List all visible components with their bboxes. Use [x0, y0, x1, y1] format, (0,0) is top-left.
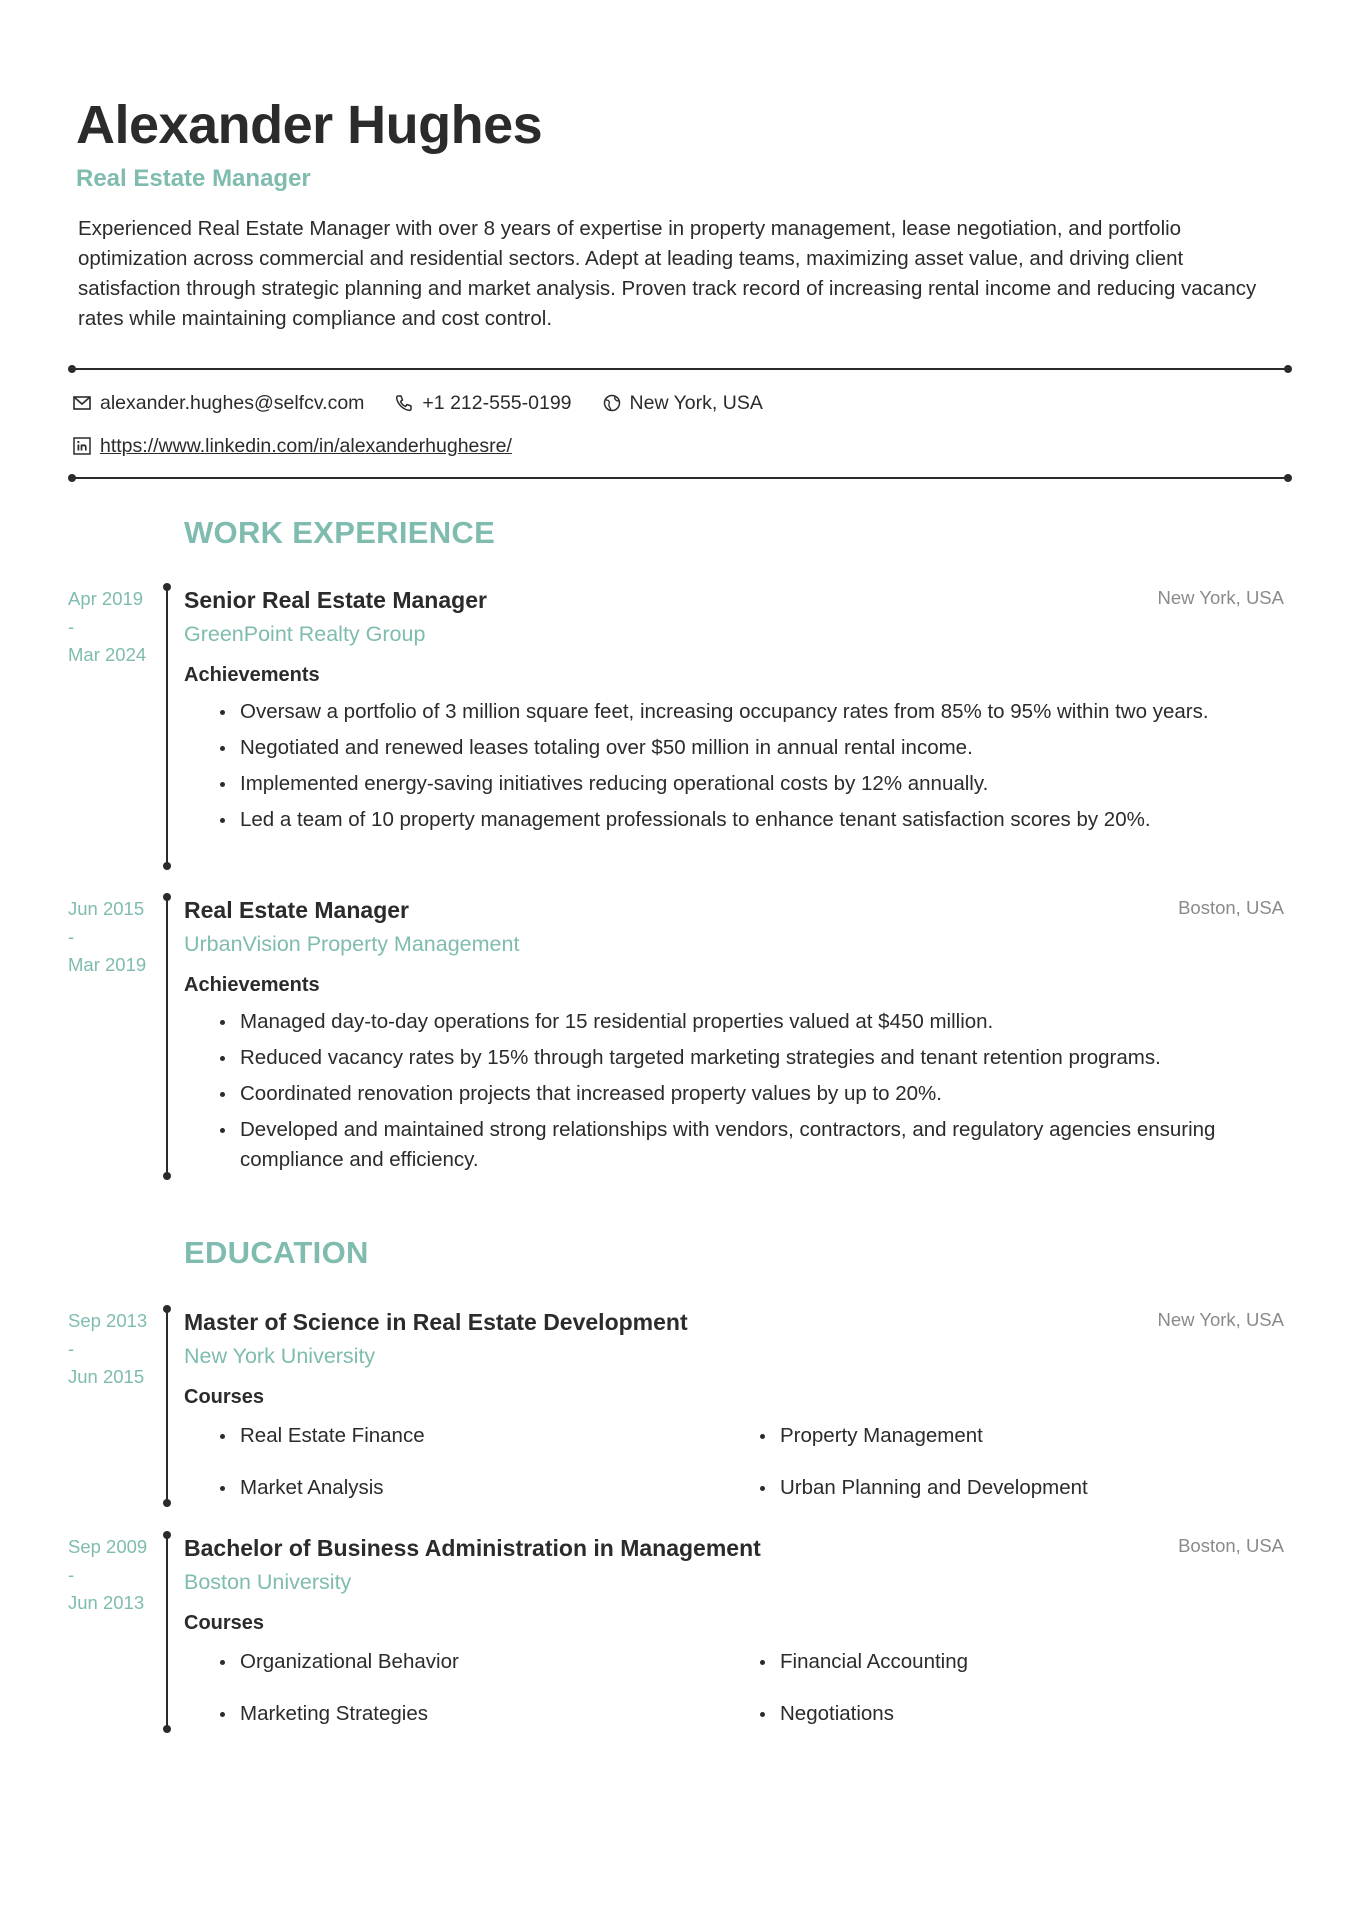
achievements-heading: Achievements	[184, 664, 320, 686]
end-date: Jun 2013	[68, 1592, 145, 1613]
contact-info	[72, 388, 1272, 474]
resume-header	[76, 92, 1276, 194]
contact-email[interactable]	[72, 392, 364, 415]
job-location: Boston, USA	[1178, 897, 1284, 918]
date-range	[68, 1533, 168, 1617]
school-name: New York University	[184, 1344, 376, 1368]
candidate-title: Real Estate Manager	[76, 165, 311, 192]
degree-name: Bachelor of Business Administration in Management	[184, 1535, 761, 1561]
job-role: Senior Real Estate Manager	[184, 587, 487, 613]
contact-row-2	[72, 431, 1272, 461]
linkedin-icon	[72, 436, 92, 456]
list-item: Organizational Behavior	[240, 1647, 780, 1677]
contact-phone[interactable]	[394, 392, 571, 415]
date-separator: -	[68, 1564, 75, 1585]
courses-list	[184, 1647, 1284, 1729]
location-text: New York, USA	[629, 391, 763, 414]
date-range	[68, 895, 168, 979]
job-location: New York, USA	[1157, 587, 1284, 608]
school-location: Boston, USA	[1178, 1535, 1284, 1556]
timeline-line	[166, 1533, 168, 1731]
envelope-icon	[72, 393, 92, 413]
job-role: Real Estate Manager	[184, 897, 409, 923]
courses-heading: Courses	[184, 1612, 265, 1634]
timeline-line	[166, 585, 168, 868]
end-date: Jun 2015	[68, 1366, 145, 1387]
section-title-education: EDUCATION	[184, 1235, 369, 1270]
degree-name: Master of Science in Real Estate Development	[184, 1309, 688, 1335]
contact-location	[602, 392, 763, 415]
date-range	[68, 1307, 168, 1391]
list-item: Marketing Strategies	[240, 1699, 780, 1729]
list-item: Negotiations	[780, 1699, 1320, 1729]
timeline-line	[166, 895, 168, 1178]
candidate-name: Alexander Hughes	[76, 95, 543, 155]
profile-summary: Experienced Real Estate Manager with over 8 years of expertise in property management, lease negotiation, and portfolio optimization across commercial and residential sectors. Adept at leading teams, maximizing asset value, and driving client satisfaction through strategic planning and market analysis. Proven track record of increasing rental income and reducing vacancy rates while maintaining compliance and cost control.	[78, 217, 1257, 330]
start-date: Sep 2009	[68, 1536, 148, 1557]
achievements-list	[184, 1007, 1284, 1175]
company-name: UrbanVision Property Management	[184, 932, 520, 956]
courses-heading: Courses	[184, 1386, 265, 1408]
contact-linkedin[interactable]	[72, 435, 512, 458]
list-item: Coordinated renovation projects that increased property values by up to 20%.	[240, 1079, 1284, 1109]
list-item: Negotiated and renewed leases totaling over $50 million in annual rental income.	[240, 733, 1284, 763]
divider-top	[70, 368, 1290, 370]
entry-body	[184, 895, 1284, 1181]
list-item: Property Management	[780, 1421, 1320, 1451]
date-separator: -	[68, 926, 75, 947]
list-item: Developed and maintained strong relationships with vendors, contractors, and regulatory agencies ensuring compliance and efficiency.	[240, 1115, 1284, 1175]
list-item: Real Estate Finance	[240, 1421, 780, 1451]
contact-row-1	[72, 388, 1272, 418]
achievements-list	[184, 697, 1284, 835]
entry-body	[184, 585, 1284, 841]
start-date: Jun 2015	[68, 898, 145, 919]
linkedin-link[interactable]: https://www.linkedin.com/in/alexanderhughesre/	[100, 434, 512, 457]
list-item: Managed day-to-day operations for 15 residential properties valued at $450 million.	[240, 1007, 1284, 1037]
start-date: Sep 2013	[68, 1310, 148, 1331]
list-item: Implemented energy-saving initiatives reducing operational costs by 12% annually.	[240, 769, 1284, 799]
courses-list	[184, 1421, 1284, 1503]
school-location: New York, USA	[1157, 1309, 1284, 1330]
phone-text[interactable]: +1 212-555-0199	[422, 391, 572, 414]
divider-bottom	[70, 477, 1290, 479]
phone-icon	[394, 393, 414, 413]
school-name: Boston University	[184, 1570, 352, 1594]
list-item: Reduced vacancy rates by 15% through targeted marketing strategies and tenant retention programs.	[240, 1043, 1284, 1073]
end-date: Mar 2019	[68, 954, 147, 975]
date-separator: -	[68, 1338, 75, 1359]
end-date: Mar 2024	[68, 644, 147, 665]
list-item: Led a team of 10 property management professionals to enhance tenant satisfaction scores by 20%.	[240, 805, 1284, 835]
list-item: Financial Accounting	[780, 1647, 1320, 1677]
company-name: GreenPoint Realty Group	[184, 622, 426, 646]
section-title-work: WORK EXPERIENCE	[184, 515, 496, 550]
list-item: Oversaw a portfolio of 3 million square feet, increasing occupancy rates from 85% to 95% within two years.	[240, 697, 1284, 727]
list-item: Market Analysis	[240, 1473, 780, 1503]
date-range	[68, 585, 168, 669]
timeline-line	[166, 1307, 168, 1505]
entry-body	[184, 1533, 1284, 1729]
list-item: Urban Planning and Development	[780, 1473, 1320, 1503]
date-separator: -	[68, 616, 75, 637]
entry-body	[184, 1307, 1284, 1503]
achievements-heading: Achievements	[184, 974, 320, 996]
globe-icon	[602, 393, 622, 413]
start-date: Apr 2019	[68, 588, 144, 609]
email-text[interactable]: alexander.hughes@selfcv.com	[100, 391, 365, 414]
